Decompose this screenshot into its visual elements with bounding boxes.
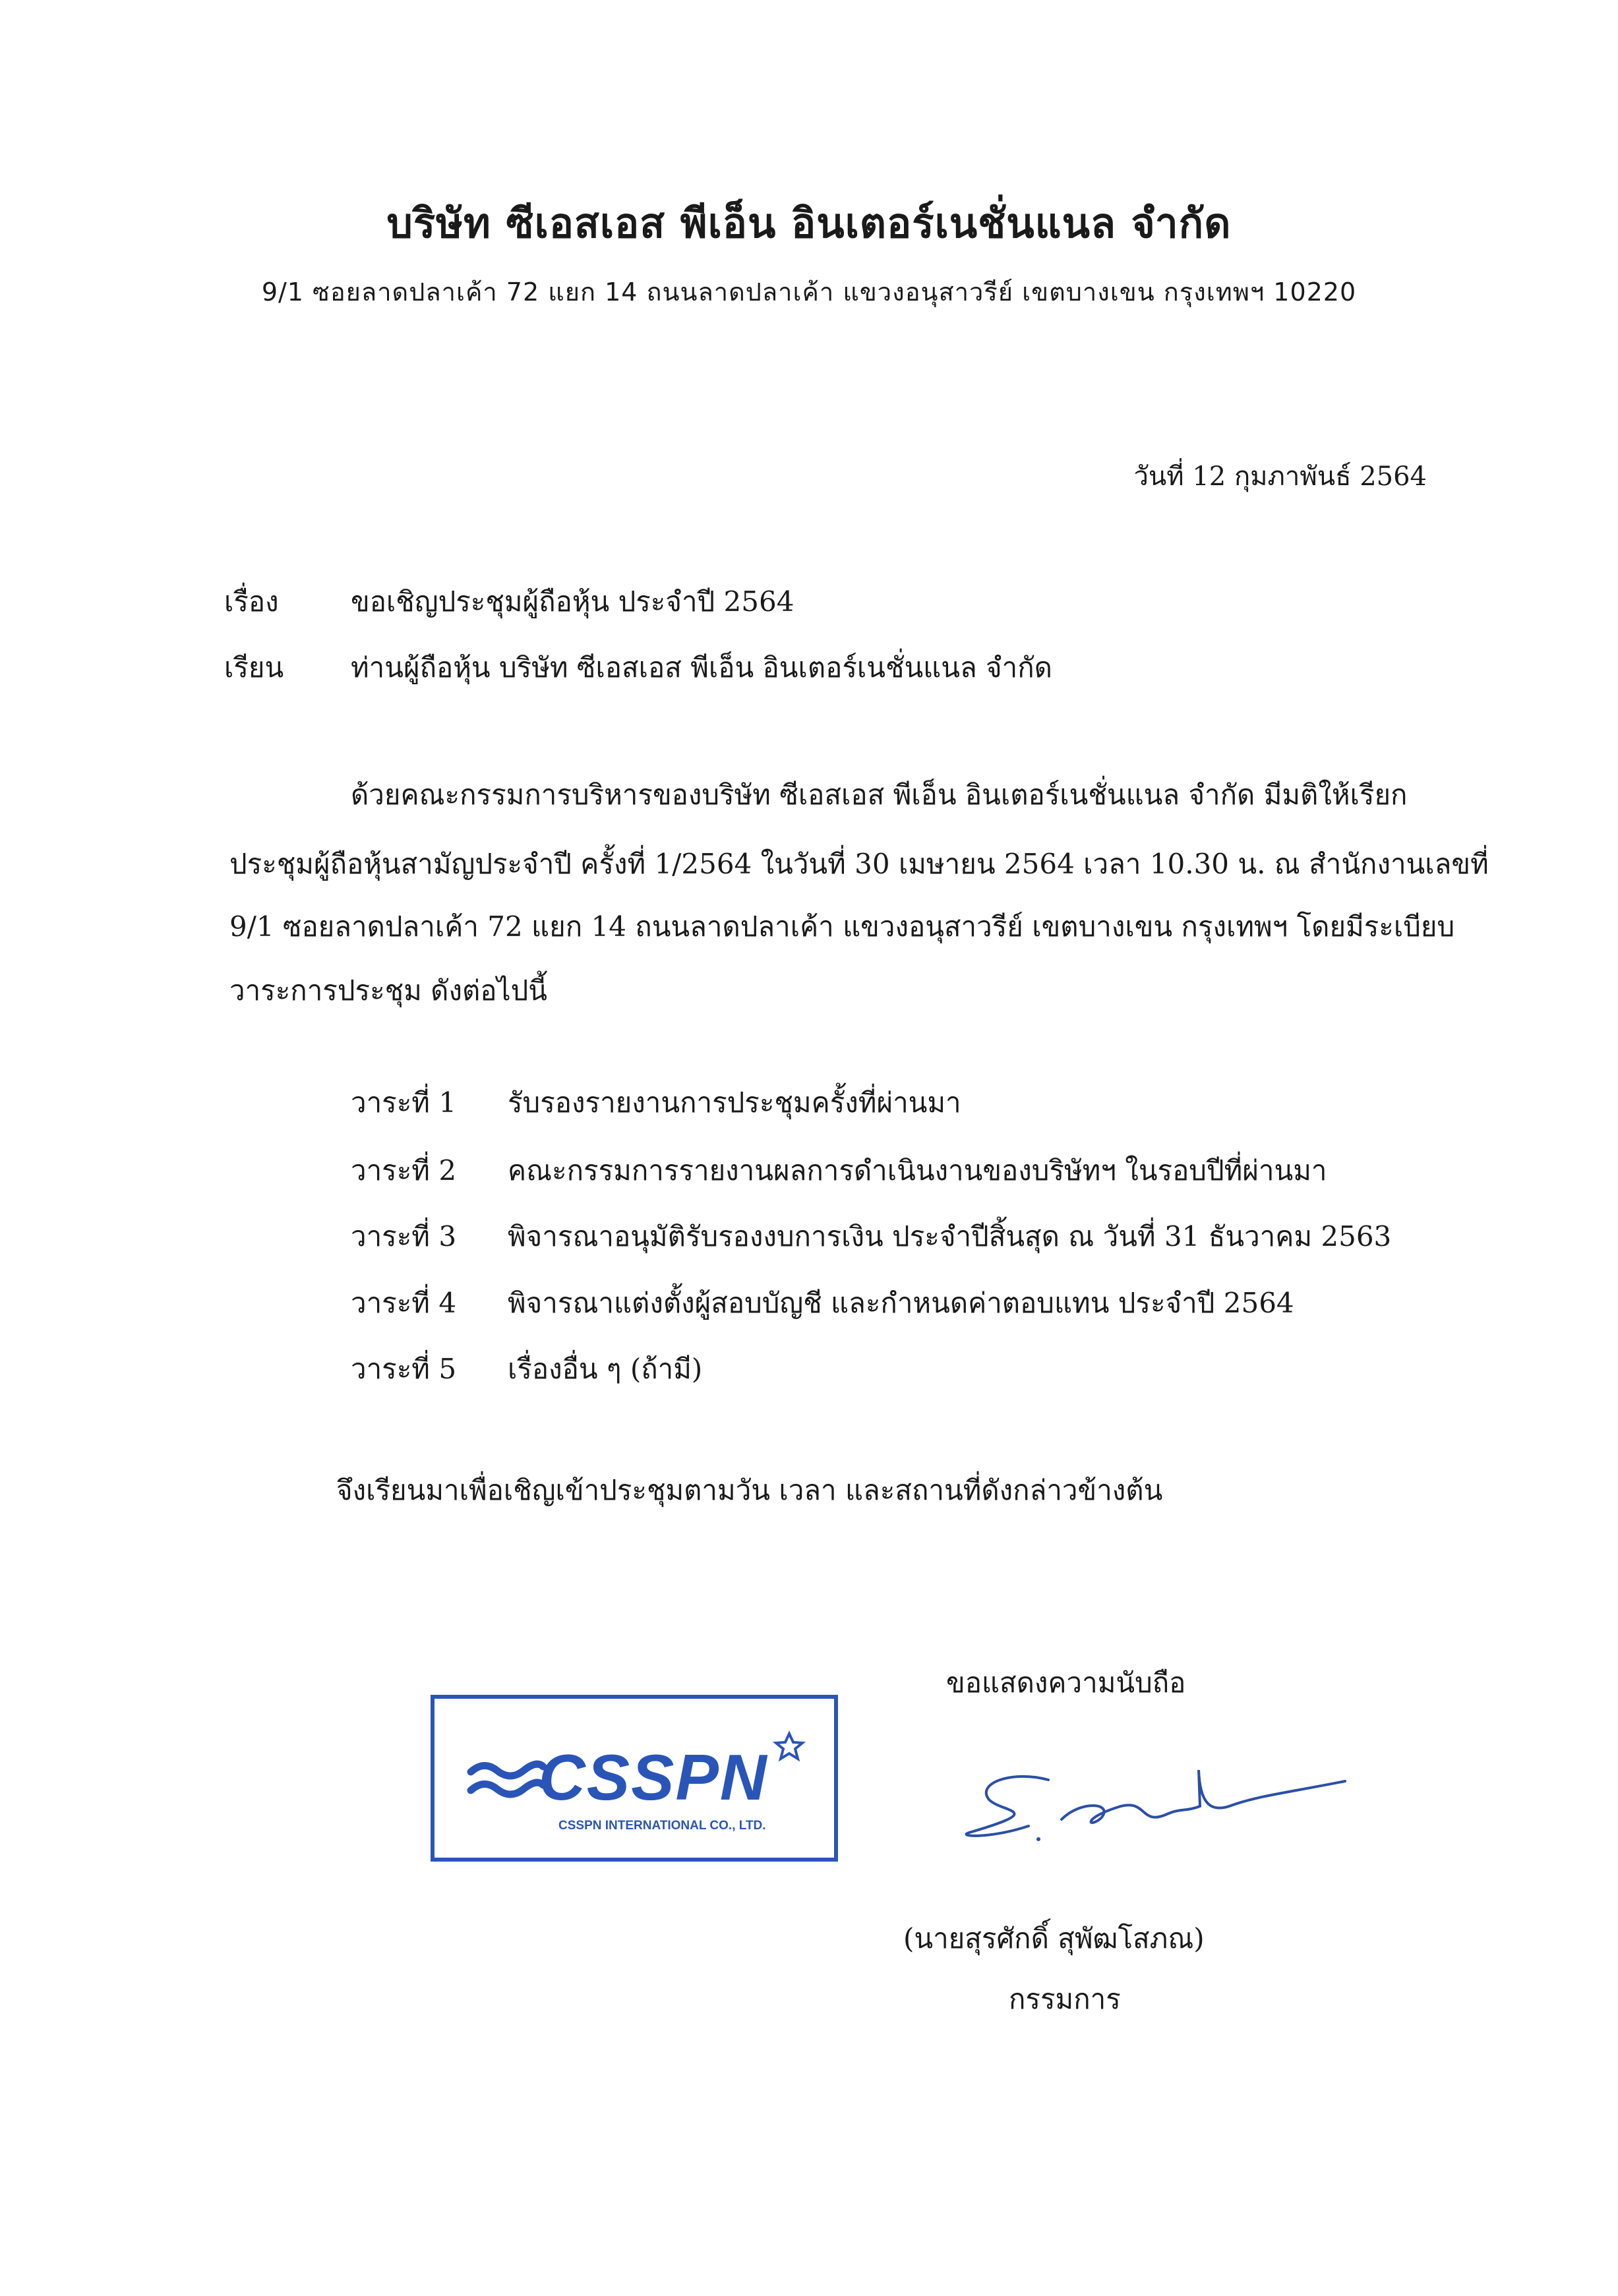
closing-sentence: จึงเรียนมาเพื่อเชิญเข้าประชุมตามวัน เวลา และสถานที่ดังกล่าวข้างต้น — [336, 1474, 1163, 1506]
recipient-label: เรียน — [224, 651, 284, 684]
company-stamp — [430, 1694, 839, 1862]
agenda-text: คณะกรรมการรายงานผลการดำเนินงานของบริษัทฯ ในรอบปีที่ผ่านมา — [508, 1154, 1327, 1187]
valediction: ขอแสดงความนับถือ — [946, 1666, 1186, 1699]
subject-label: เรื่อง — [224, 585, 279, 618]
wave-icon — [471, 1764, 543, 1794]
subject-value: ขอเชิญประชุมผู้ถือหุ้น ประจำปี 2564 — [351, 585, 794, 618]
signer-title: กรรมการ — [1009, 1983, 1121, 2015]
body-line: วาระการประชุม ดังต่อไปนี้ — [229, 974, 547, 1007]
stamp-subtitle: CSSPN INTERNATIONAL CO., LTD. — [558, 1819, 766, 1833]
letter-date: วันที่ 12 กุมภาพันธ์ 2564 — [1133, 461, 1427, 492]
agenda-text: รับรองรายงานการประชุมครั้งที่ผ่านมา — [508, 1086, 961, 1119]
body-line: ด้วยคณะกรรมการบริหารของบริษัท ซีเอสเอส พีเอ็น อินเตอร์เนชั่นแนล จำกัด มีมติให้เรียก — [351, 779, 1408, 811]
recipient-value: ท่านผู้ถือหุ้น บริษัท ซีเอสเอส พีเอ็น อินเตอร์เนชั่นแนล จำกัด — [351, 651, 1052, 684]
company-address: 9/1 ซอยลาดปลาเค้า 72 แยก 14 ถนนลาดปลาเค้า แขวงอนุสาวรีย์ เขตบางเขน กรุงเทพฯ 10220 — [261, 278, 1357, 307]
agenda-number: วาระที่ 5 — [351, 1353, 457, 1385]
body-line: 9/1 ซอยลาดปลาเค้า 72 แยก 14 ถนนลาดปลาเค้า แขวงอนุสาวรีย์ เขตบางเขน กรุงเทพฯ โดยมีระเบียบ — [229, 910, 1455, 943]
agenda-text: พิจารณาอนุมัติรับรองงบการเงิน ประจำปีสิ้นสุด ณ วันที่ 31 ธันวาคม 2563 — [508, 1220, 1392, 1252]
agenda-number: วาระที่ 3 — [351, 1220, 457, 1252]
star-icon — [776, 1734, 802, 1759]
signer-name: (นายสุรศักดิ์ สุพัฒโสภณ) — [903, 1922, 1205, 1955]
agenda-number: วาระที่ 1 — [351, 1086, 457, 1119]
signature — [949, 1740, 1358, 1872]
company-name: บริษัท ซีเอสเอส พีเอ็น อินเตอร์เนชั่นแนล จำกัด — [386, 199, 1232, 247]
body-line: ประชุมผู้ถือหุ้นสามัญประจำปี ครั้งที่ 1/2564 ในวันที่ 30 เมษายน 2564 เวลา 10.30 น. ณ สำนักงานเลขที่ — [229, 848, 1489, 880]
stamp-brand: CSSPN — [539, 1741, 768, 1813]
agenda-text: พิจารณาแต่งตั้งผู้สอบบัญชี และกำหนดค่าตอบแทน ประจำปี 2564 — [508, 1287, 1294, 1319]
agenda-number: วาระที่ 2 — [351, 1154, 457, 1187]
agenda-number: วาระที่ 4 — [351, 1287, 457, 1319]
agenda-text: เรื่องอื่น ๆ (ถ้ามี) — [508, 1353, 703, 1385]
